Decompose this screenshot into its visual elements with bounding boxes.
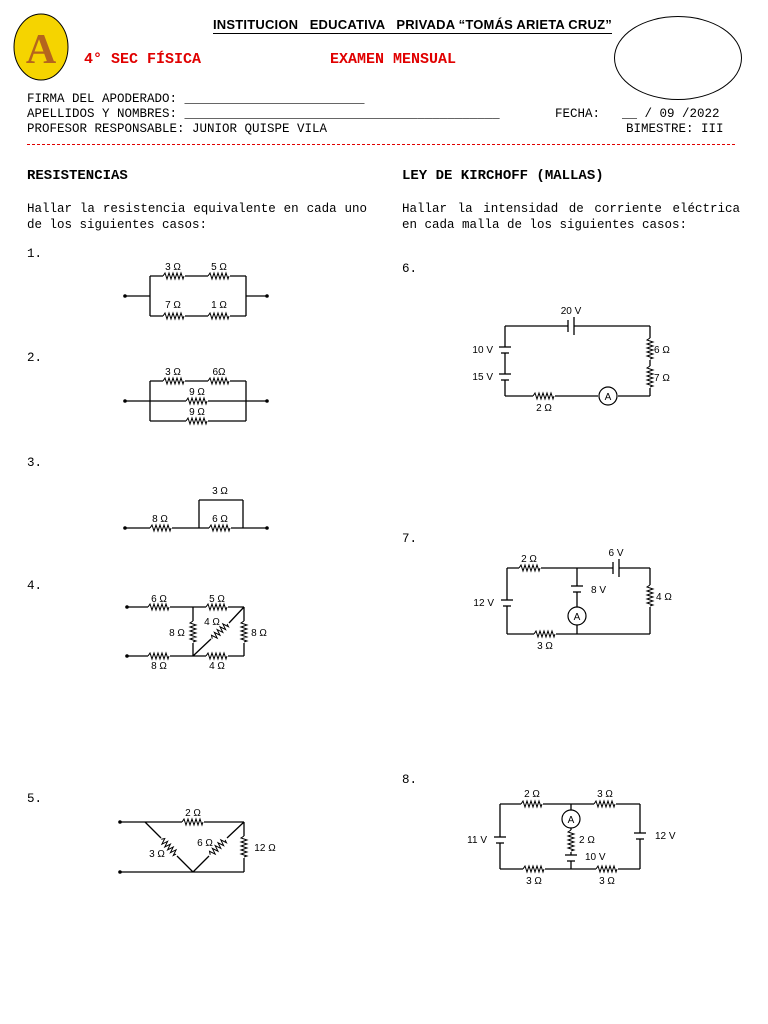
resistor-label: 6 Ω [212, 514, 228, 525]
resistor-label: 6 Ω [197, 838, 213, 849]
component-label: 12 V [655, 831, 676, 842]
component-label: 3 Ω [537, 641, 553, 652]
grade-title: 4° SEC FÍSICA [84, 51, 202, 68]
component-label: 2 Ω [579, 835, 595, 846]
resistor-label: 1 Ω [211, 300, 227, 311]
resistor-label: 6 Ω [151, 594, 167, 605]
component-label: 3 Ω [599, 876, 615, 887]
problem-number: 7. [402, 532, 418, 546]
resistor-label: 2 Ω [185, 808, 201, 819]
problem-number: 3. [27, 456, 43, 470]
resistor-label: 7 Ω [165, 300, 181, 311]
section-title-kirchhoff: LEY DE KIRCHOFF (MALLAS) [402, 168, 604, 184]
date-label: FECHA: [555, 107, 601, 121]
term-label: BIMESTRE: III [626, 122, 724, 136]
resistor-label: 6Ω [212, 367, 226, 378]
problem-number: 5. [27, 792, 43, 806]
component-label: 15 V [472, 372, 493, 383]
component-label: 2 Ω [521, 554, 537, 565]
component-label: 10 V [472, 345, 493, 356]
circuit-8 [467, 789, 676, 887]
guardian-signature-line: FIRMA DEL APODERADO: ________________________ [27, 92, 365, 106]
ammeter-label: A [604, 392, 612, 403]
resistor-label: 4 Ω [209, 661, 225, 672]
problem-number: 8. [402, 773, 418, 787]
circuit-1 [123, 262, 269, 319]
resistor-label: 9 Ω [189, 407, 205, 418]
resistor-label: 3 Ω [165, 262, 181, 273]
date-value: __ / 09 /2022 [622, 107, 720, 121]
problem-number: 6. [402, 262, 418, 276]
school-name: INSTITUCION EDUCATIVA PRIVADA “TOMÁS ARIETA CRUZ” [213, 17, 612, 32]
instruction-resistances: Hallar la resistencia equivalente en cada uno de los siguientes casos: [27, 202, 367, 232]
component-label: 2 Ω [536, 403, 552, 414]
circuit-2 [123, 367, 269, 424]
circuit-7 [473, 548, 672, 652]
resistor-label: 12 Ω [254, 843, 276, 854]
problem-number: 1. [27, 247, 43, 261]
component-label: 12 V [473, 598, 494, 609]
component-label: 7 Ω [654, 373, 670, 384]
resistor-label: 4 Ω [204, 617, 220, 628]
resistor-label: 3 Ω [212, 486, 228, 497]
circuit-4 [125, 594, 267, 672]
component-label: 20 V [560, 306, 582, 317]
resistor-label: 5 Ω [211, 262, 227, 273]
component-label: 8 V [591, 585, 607, 596]
section-title-resistances: RESISTENCIAS [27, 168, 128, 184]
component-label: 3 Ω [597, 789, 613, 800]
exam-title: EXAMEN MENSUAL [330, 51, 457, 68]
resistor-label: 3 Ω [165, 367, 181, 378]
resistor-label: 8 Ω [169, 628, 185, 639]
circuit-3 [123, 486, 269, 531]
component-label: 2 Ω [524, 789, 540, 800]
resistor-label: 5 Ω [209, 594, 225, 605]
resistor-label: 3 Ω [149, 849, 165, 860]
resistor-label: 8 Ω [251, 628, 267, 639]
component-label: 4 Ω [656, 592, 672, 603]
problem-number: 4. [27, 579, 43, 593]
logo-letter: A [25, 27, 57, 73]
ammeter-label: A [573, 612, 581, 623]
component-label: 6 V [608, 548, 624, 559]
component-label: 6 Ω [654, 345, 670, 356]
resistor-label: 8 Ω [152, 514, 168, 525]
circuit-5 [118, 808, 276, 874]
resistor-label: 9 Ω [189, 387, 205, 398]
teacher-line: PROFESOR RESPONSABLE: JUNIOR QUISPE VILA [27, 122, 328, 136]
resistor-label: 8 Ω [151, 661, 167, 672]
component-label: 11 V [467, 835, 487, 846]
instruction-kirchhoff: Hallar la intensidad de corriente eléctrica en cada malla de los siguientes casos: [402, 202, 740, 232]
ammeter-label: A [567, 815, 575, 826]
problem-number: 2. [27, 351, 43, 365]
circuit-6 [472, 306, 670, 414]
component-label: 10 V [585, 852, 606, 863]
names-line: APELLIDOS Y NOMBRES: __________________________________________ [27, 107, 500, 121]
component-label: 3 Ω [526, 876, 542, 887]
